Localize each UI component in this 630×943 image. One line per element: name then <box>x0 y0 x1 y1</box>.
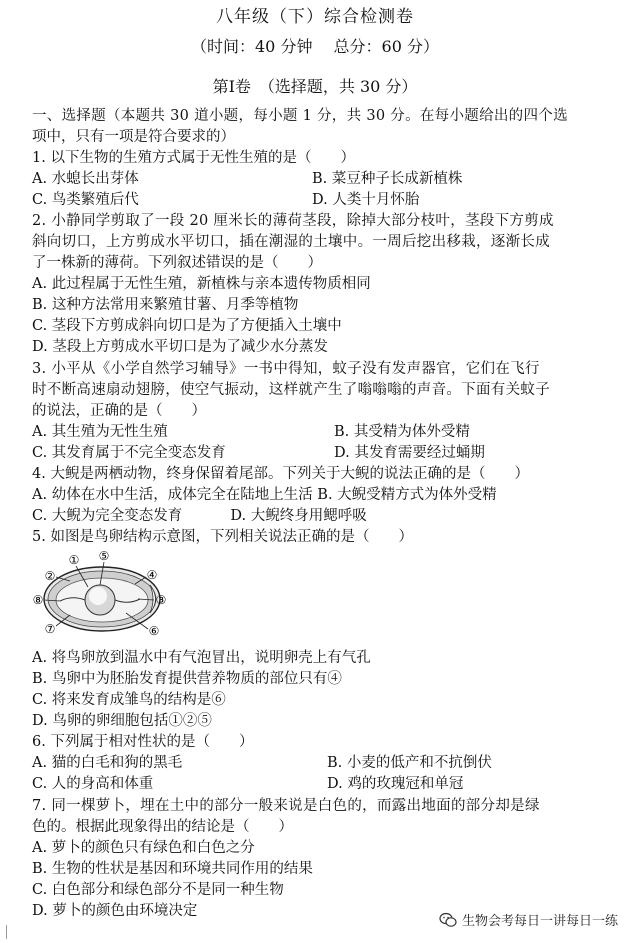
option-c: C. 茎段下方剪成斜向切口是为了方便插入土壤中 <box>32 318 342 334</box>
label-3: ③ <box>155 593 167 607</box>
option-a: A. 猫的白毛和狗的黑毛 <box>32 755 183 771</box>
exam-info: （时间：40 分钟 总分：60 分） <box>191 37 439 56</box>
option-a: A. 萝卜的颜色只有绿色和白色之分 <box>32 840 255 856</box>
source-watermark <box>439 910 618 929</box>
question-stem: 2. 小静同学剪取了一段 20 厘米长的薄荷茎段，除掉大部分枝叶，茎段下方剪成 <box>32 213 554 229</box>
option-a: A. 将鸟卵放到温水中有气泡冒出，说明卵壳上有气孔 <box>32 650 371 666</box>
question-stem: 斜向切口，上方剪成水平切口，插在潮湿的土壤中。一周后挖出移栽，逐渐长成 <box>32 234 550 250</box>
bird-egg-diagram <box>30 549 180 641</box>
question-stem: 了一株新的薄荷。下列叙述错误的是（ ） <box>32 255 322 271</box>
question-stem: 6. 下列属于相对性状的是（ ） <box>32 734 254 750</box>
option-d: D. 鸟卵的卵细胞包括①②⑤ <box>32 713 212 729</box>
option-b: B. 其受精为体外受精 <box>334 424 470 440</box>
instructions-line: 项中，只有一项是符合要求的） <box>32 129 235 145</box>
option-c: C. 将来发育成雏鸟的结构是⑥ <box>32 692 226 708</box>
label-8: ⑧ <box>32 593 44 607</box>
question-stem: 1. 以下生物的生殖方式属于无性生殖的是（ ） <box>32 150 355 166</box>
option-b: B. 小麦的低产和不抗倒伏 <box>327 755 492 771</box>
option-b: B. 生物的性状是基因和环境共同作用的结果 <box>32 861 313 877</box>
option-a: A. 其生殖为无性生殖 <box>32 424 168 440</box>
wechat-icon <box>439 912 457 928</box>
option-d: D. 其发育需要经过蛹期 <box>334 445 485 461</box>
label-2: ② <box>44 569 56 583</box>
options-ab: A. 幼体在水中生活，成体完全在陆地上生活 B. 大鲵受精方式为体外受精 <box>32 487 497 503</box>
question-stem: 色的。根据此现象得出的结论是（ ） <box>32 819 293 835</box>
instructions-line: 一、选择题（本题共 30 道小题，每小题 1 分，共 30 分。在每小题给出的四个选 <box>32 108 568 124</box>
label-5: ⑤ <box>98 549 110 563</box>
option-b: B. 鸟卵中为胚胎发育提供营养物质的部位只有④ <box>32 671 342 687</box>
option-c: C. 鸟类繁殖后代 <box>32 192 139 208</box>
label-6: ⑥ <box>148 624 160 638</box>
label-7: ⑦ <box>44 622 56 636</box>
option-a: A. 水螅长出芽体 <box>32 171 139 187</box>
option-d: D. 鸡的玫瑰冠和单冠 <box>327 776 464 792</box>
page-corner-line <box>6 925 17 939</box>
options-cd: C. 大鲵为完全变态发育 D. 大鲵终身用鳃呼吸 <box>32 508 367 524</box>
option-d: D. 人类十月怀胎 <box>312 192 420 208</box>
question-stem: 5. 如图是鸟卵结构示意图，下列相关说法正确的是（ ） <box>32 529 413 545</box>
label-1: ① <box>68 553 80 567</box>
option-b: B. 这种方法常用来繁殖甘薯、月季等植物 <box>32 297 299 313</box>
question-stem: 的说法，正确的是（ ） <box>32 403 206 419</box>
option-a: A. 此过程属于无性生殖，新植株与亲本遗传物质相同 <box>32 276 371 292</box>
label-4: ④ <box>146 568 158 582</box>
watermark-text: 生物会考每日一讲每日一练 <box>461 914 618 929</box>
question-stem: 4. 大鲵是两栖动物，终身保留着尾部。下列关于大鲵的说法正确的是（ ） <box>32 466 529 482</box>
question-stem: 7. 同一棵萝卜，埋在土中的部分一般来说是白色的，而露出地面的部分却是绿 <box>32 798 540 814</box>
section-heading: 第Ⅰ卷 （选择题，共 30 分） <box>212 77 418 96</box>
option-c: C. 人的身高和体重 <box>32 776 154 792</box>
option-d: D. 萝卜的颜色由环境决定 <box>32 903 198 919</box>
option-c: C. 其发育属于不完全变态发育 <box>32 445 226 461</box>
option-b: B. 菜豆种子长成新植株 <box>312 171 463 187</box>
page-title: 八年级（下）综合检测卷 <box>216 7 414 27</box>
question-stem: 3. 小平从《小学自然学习辅导》一书中得知，蚊子没有发声器官，它们在飞行 <box>32 361 540 377</box>
question-stem: 时不断高速扇动翅膀，使空气振动，这样就产生了嗡嗡嗡的声音。下面有关蚊子 <box>32 382 550 398</box>
option-c: C. 白色部分和绿色部分不是同一种生物 <box>32 882 284 898</box>
option-d: D. 茎段上方剪成水平切口是为了减少水分蒸发 <box>32 339 328 355</box>
